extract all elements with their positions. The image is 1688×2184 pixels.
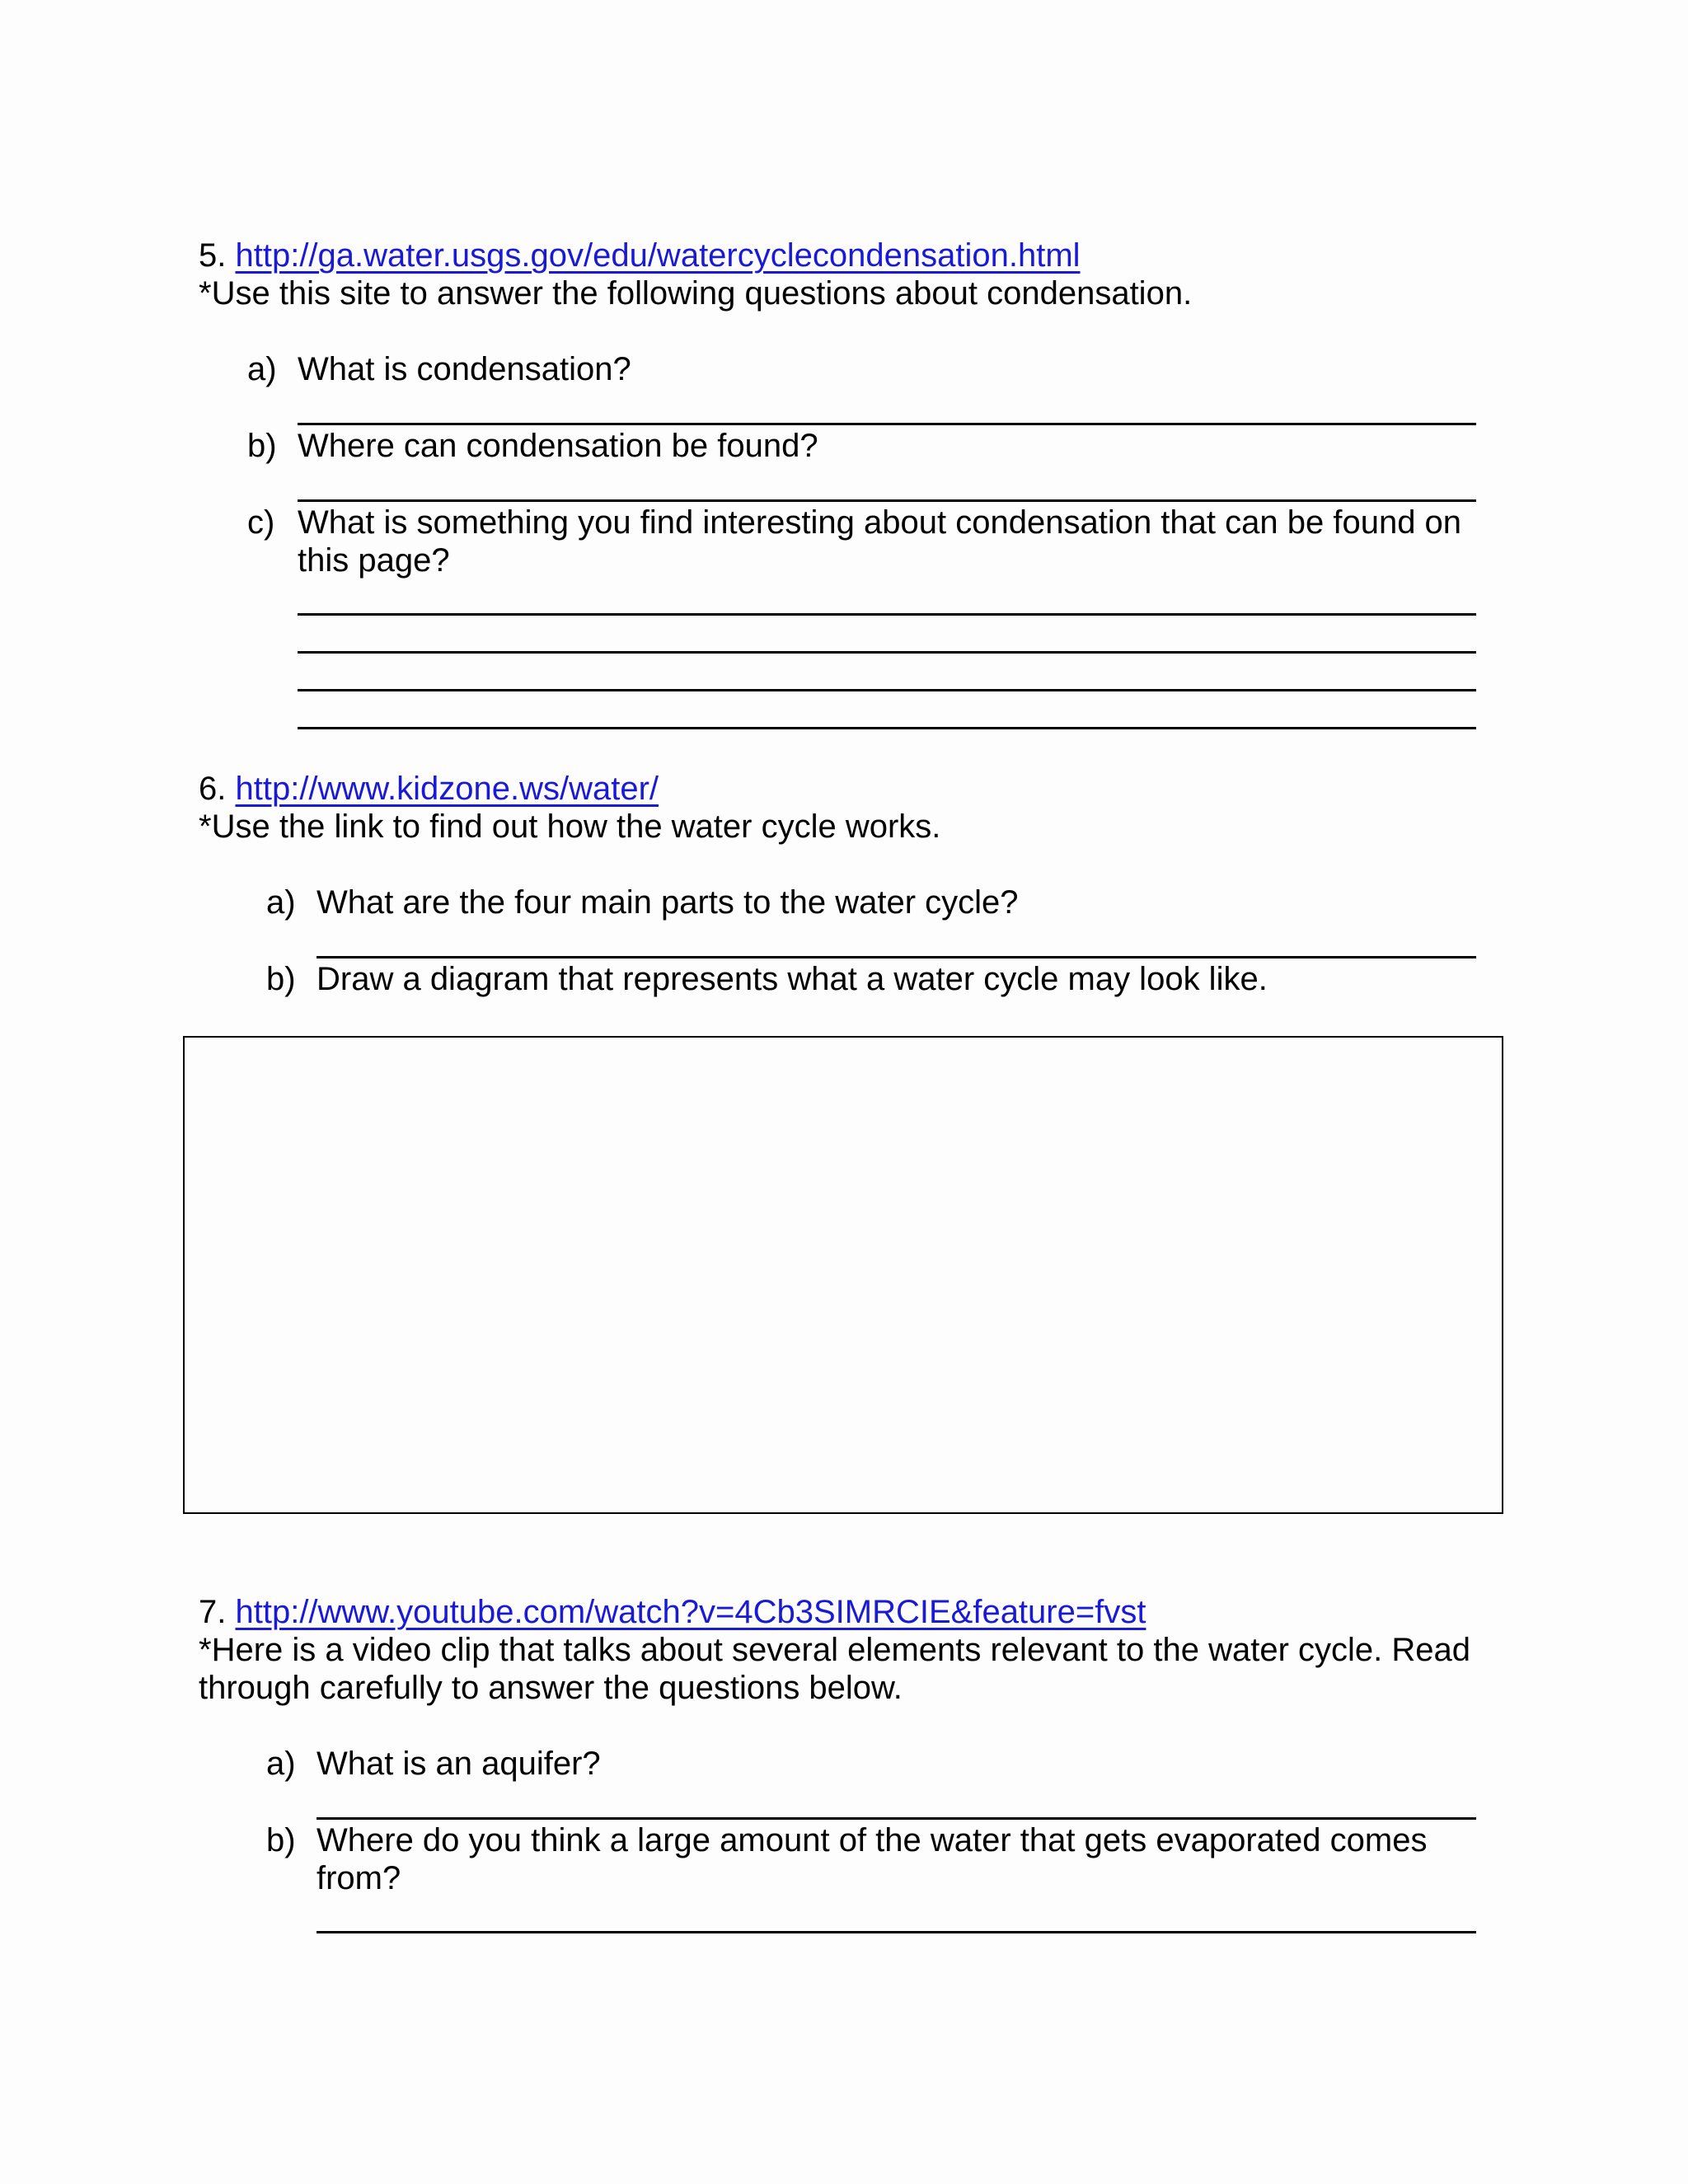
q5b-question: Where can condensation be found? (298, 428, 818, 464)
q5a-question: What is condensation? (298, 351, 631, 387)
q5a-answer-line[interactable] (298, 423, 1476, 425)
q5a-label: a) (247, 351, 277, 387)
q5-instruction: *Use this site to answer the following questions about condensation. (199, 275, 1193, 312)
q6-instruction: *Use the link to find out how the water cycle works. (199, 808, 941, 845)
q6-number: 6. (199, 771, 227, 807)
q7a-answer-line[interactable] (316, 1817, 1476, 1820)
q7-heading (199, 1593, 1146, 1631)
q5c-answer-line-3[interactable] (298, 689, 1476, 691)
q5c-answer-line-2[interactable] (298, 651, 1476, 654)
q6b-question: Draw a diagram that represents what a water cycle may look like. (316, 961, 1268, 997)
q5b-label: b) (247, 428, 277, 464)
q7-link[interactable]: http://www.youtube.com/watch?v=4Cb3SIMRCIE&feature=fvst (235, 1594, 1146, 1630)
q6b-label: b) (266, 961, 296, 997)
q7-number: 7. (199, 1594, 227, 1630)
q7a-question: What is an aquifer? (316, 1746, 601, 1782)
q7a-label: a) (266, 1746, 296, 1782)
q7-instruction-line2: through carefully to answer the questions below. (199, 1670, 903, 1706)
q6-link[interactable]: http://www.kidzone.ws/water/ (235, 771, 659, 807)
q6a-label: a) (266, 884, 296, 921)
q6-heading (199, 770, 659, 808)
q5-link[interactable]: http://ga.water.usgs.gov/edu/watercyclecondensation.html (235, 237, 1081, 274)
q5c-question-line2: this page? (298, 542, 450, 579)
q6a-answer-line[interactable] (316, 956, 1476, 958)
diagram-drawing-box[interactable] (183, 1036, 1503, 1514)
q5c-answer-line-1[interactable] (298, 613, 1476, 616)
q6a-question: What are the four main parts to the water cycle? (316, 884, 1019, 921)
q5c-label: c) (247, 504, 275, 541)
q7b-question-line2: from? (316, 1860, 401, 1896)
q5-number: 5. (199, 237, 227, 274)
q5c-answer-line-4[interactable] (298, 727, 1476, 729)
q7b-answer-line[interactable] (316, 1931, 1476, 1933)
q7b-question-line1: Where do you think a large amount of the water that gets evaporated comes (316, 1822, 1428, 1858)
q7-instruction-line1: *Here is a video clip that talks about several elements relevant to the water cycle. Read (199, 1632, 1471, 1668)
q5-heading (199, 237, 1081, 274)
q5c-question-line1: What is something you find interesting about condensation that can be found on (298, 504, 1462, 541)
q7b-label: b) (266, 1822, 296, 1858)
q5b-answer-line[interactable] (298, 499, 1476, 502)
